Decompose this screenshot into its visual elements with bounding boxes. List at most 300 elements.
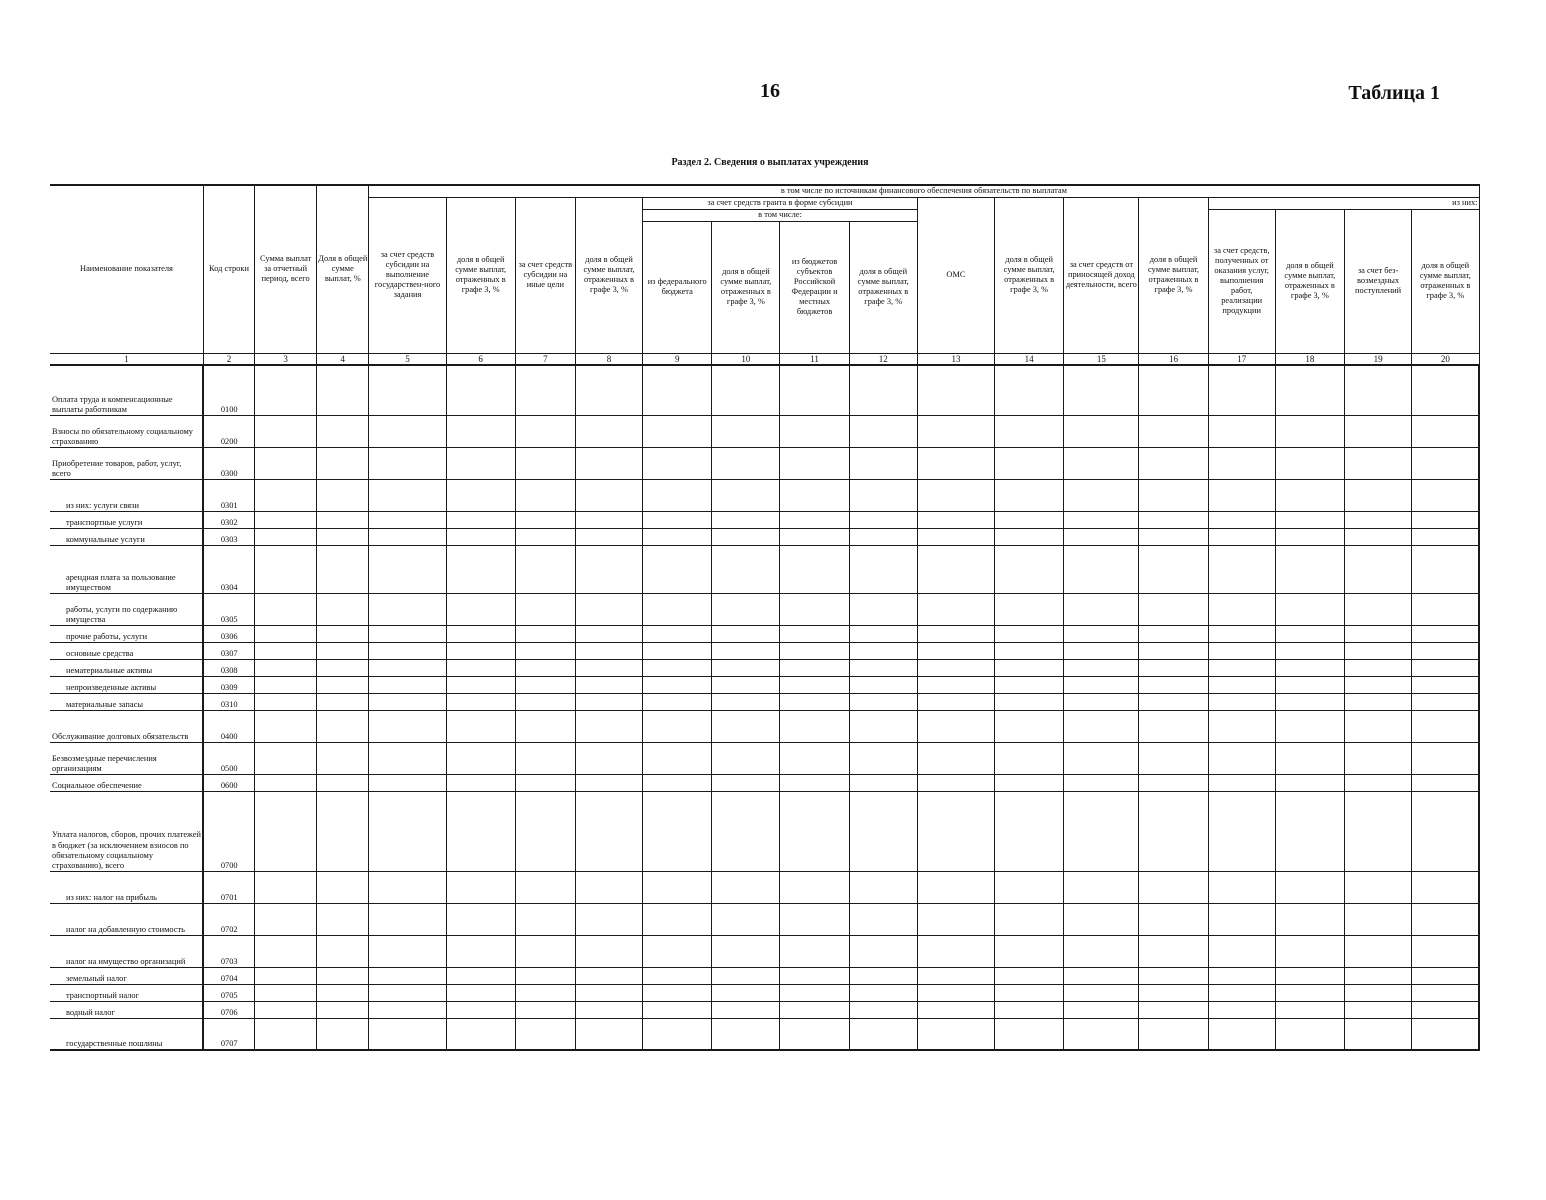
value-cell[interactable] <box>1344 676 1411 693</box>
value-cell[interactable] <box>1208 871 1275 903</box>
value-cell[interactable] <box>1139 447 1208 479</box>
value-cell[interactable] <box>1064 935 1139 967</box>
value-cell[interactable] <box>917 479 994 511</box>
value-cell[interactable] <box>1412 659 1479 676</box>
value-cell[interactable] <box>575 774 642 791</box>
value-cell[interactable] <box>1208 774 1275 791</box>
value-cell[interactable] <box>255 415 317 447</box>
value-cell[interactable] <box>446 1001 515 1018</box>
value-cell[interactable] <box>917 642 994 659</box>
value-cell[interactable] <box>317 528 369 545</box>
value-cell[interactable] <box>575 676 642 693</box>
value-cell[interactable] <box>1412 1001 1479 1018</box>
value-cell[interactable] <box>515 365 575 415</box>
value-cell[interactable] <box>369 1018 446 1050</box>
value-cell[interactable] <box>712 774 780 791</box>
value-cell[interactable] <box>780 365 849 415</box>
value-cell[interactable] <box>780 742 849 774</box>
value-cell[interactable] <box>643 742 712 774</box>
value-cell[interactable] <box>1344 625 1411 642</box>
value-cell[interactable] <box>849 774 917 791</box>
value-cell[interactable] <box>1275 984 1344 1001</box>
value-cell[interactable] <box>1064 676 1139 693</box>
value-cell[interactable] <box>1139 774 1208 791</box>
value-cell[interactable] <box>1344 365 1411 415</box>
value-cell[interactable] <box>849 511 917 528</box>
value-cell[interactable] <box>446 659 515 676</box>
value-cell[interactable] <box>1275 871 1344 903</box>
value-cell[interactable] <box>1064 1001 1139 1018</box>
value-cell[interactable] <box>917 871 994 903</box>
value-cell[interactable] <box>446 742 515 774</box>
value-cell[interactable] <box>1208 593 1275 625</box>
value-cell[interactable] <box>575 693 642 710</box>
value-cell[interactable] <box>1064 1018 1139 1050</box>
value-cell[interactable] <box>1064 511 1139 528</box>
value-cell[interactable] <box>995 774 1064 791</box>
value-cell[interactable] <box>643 967 712 984</box>
value-cell[interactable] <box>446 593 515 625</box>
value-cell[interactable] <box>1139 791 1208 871</box>
value-cell[interactable] <box>1139 545 1208 593</box>
value-cell[interactable] <box>369 742 446 774</box>
value-cell[interactable] <box>317 676 369 693</box>
value-cell[interactable] <box>515 984 575 1001</box>
value-cell[interactable] <box>917 742 994 774</box>
value-cell[interactable] <box>643 693 712 710</box>
value-cell[interactable] <box>712 659 780 676</box>
value-cell[interactable] <box>1139 593 1208 625</box>
value-cell[interactable] <box>575 903 642 935</box>
value-cell[interactable] <box>1208 984 1275 1001</box>
value-cell[interactable] <box>1208 545 1275 593</box>
value-cell[interactable] <box>255 479 317 511</box>
value-cell[interactable] <box>515 447 575 479</box>
value-cell[interactable] <box>446 693 515 710</box>
value-cell[interactable] <box>1208 479 1275 511</box>
value-cell[interactable] <box>712 935 780 967</box>
value-cell[interactable] <box>255 710 317 742</box>
value-cell[interactable] <box>643 447 712 479</box>
value-cell[interactable] <box>849 984 917 1001</box>
value-cell[interactable] <box>1412 676 1479 693</box>
value-cell[interactable] <box>643 659 712 676</box>
value-cell[interactable] <box>255 447 317 479</box>
value-cell[interactable] <box>643 903 712 935</box>
value-cell[interactable] <box>1064 545 1139 593</box>
value-cell[interactable] <box>1412 935 1479 967</box>
value-cell[interactable] <box>1064 642 1139 659</box>
value-cell[interactable] <box>1344 511 1411 528</box>
value-cell[interactable] <box>515 871 575 903</box>
value-cell[interactable] <box>1344 774 1411 791</box>
value-cell[interactable] <box>712 593 780 625</box>
value-cell[interactable] <box>643 676 712 693</box>
value-cell[interactable] <box>995 415 1064 447</box>
value-cell[interactable] <box>712 479 780 511</box>
value-cell[interactable] <box>317 365 369 415</box>
value-cell[interactable] <box>849 903 917 935</box>
value-cell[interactable] <box>369 693 446 710</box>
value-cell[interactable] <box>712 625 780 642</box>
value-cell[interactable] <box>780 511 849 528</box>
value-cell[interactable] <box>515 710 575 742</box>
value-cell[interactable] <box>1412 1018 1479 1050</box>
value-cell[interactable] <box>712 710 780 742</box>
value-cell[interactable] <box>317 693 369 710</box>
value-cell[interactable] <box>1064 903 1139 935</box>
value-cell[interactable] <box>849 593 917 625</box>
value-cell[interactable] <box>317 903 369 935</box>
value-cell[interactable] <box>712 903 780 935</box>
value-cell[interactable] <box>780 935 849 967</box>
value-cell[interactable] <box>995 447 1064 479</box>
value-cell[interactable] <box>780 415 849 447</box>
value-cell[interactable] <box>255 625 317 642</box>
value-cell[interactable] <box>1275 447 1344 479</box>
value-cell[interactable] <box>317 625 369 642</box>
value-cell[interactable] <box>446 967 515 984</box>
value-cell[interactable] <box>849 1018 917 1050</box>
value-cell[interactable] <box>575 871 642 903</box>
value-cell[interactable] <box>446 984 515 1001</box>
value-cell[interactable] <box>1412 871 1479 903</box>
value-cell[interactable] <box>780 774 849 791</box>
value-cell[interactable] <box>515 742 575 774</box>
value-cell[interactable] <box>1344 742 1411 774</box>
value-cell[interactable] <box>995 676 1064 693</box>
value-cell[interactable] <box>1412 545 1479 593</box>
value-cell[interactable] <box>1412 479 1479 511</box>
value-cell[interactable] <box>849 871 917 903</box>
value-cell[interactable] <box>643 1001 712 1018</box>
value-cell[interactable] <box>849 742 917 774</box>
value-cell[interactable] <box>780 710 849 742</box>
value-cell[interactable] <box>1064 710 1139 742</box>
value-cell[interactable] <box>317 774 369 791</box>
value-cell[interactable] <box>1139 1001 1208 1018</box>
value-cell[interactable] <box>1275 967 1344 984</box>
value-cell[interactable] <box>255 511 317 528</box>
value-cell[interactable] <box>255 545 317 593</box>
value-cell[interactable] <box>1064 479 1139 511</box>
value-cell[interactable] <box>712 415 780 447</box>
value-cell[interactable] <box>643 984 712 1001</box>
value-cell[interactable] <box>643 625 712 642</box>
value-cell[interactable] <box>643 1018 712 1050</box>
value-cell[interactable] <box>446 625 515 642</box>
value-cell[interactable] <box>995 967 1064 984</box>
value-cell[interactable] <box>1208 659 1275 676</box>
value-cell[interactable] <box>780 1001 849 1018</box>
value-cell[interactable] <box>515 625 575 642</box>
value-cell[interactable] <box>917 415 994 447</box>
value-cell[interactable] <box>849 676 917 693</box>
value-cell[interactable] <box>317 935 369 967</box>
value-cell[interactable] <box>446 415 515 447</box>
value-cell[interactable] <box>575 935 642 967</box>
value-cell[interactable] <box>780 625 849 642</box>
value-cell[interactable] <box>515 967 575 984</box>
value-cell[interactable] <box>995 693 1064 710</box>
value-cell[interactable] <box>849 415 917 447</box>
value-cell[interactable] <box>1064 365 1139 415</box>
value-cell[interactable] <box>712 642 780 659</box>
value-cell[interactable] <box>575 479 642 511</box>
value-cell[interactable] <box>780 984 849 1001</box>
value-cell[interactable] <box>1139 528 1208 545</box>
value-cell[interactable] <box>917 365 994 415</box>
value-cell[interactable] <box>575 1001 642 1018</box>
value-cell[interactable] <box>995 659 1064 676</box>
value-cell[interactable] <box>712 1001 780 1018</box>
value-cell[interactable] <box>643 774 712 791</box>
value-cell[interactable] <box>1208 693 1275 710</box>
value-cell[interactable] <box>1208 1001 1275 1018</box>
value-cell[interactable] <box>995 791 1064 871</box>
value-cell[interactable] <box>446 710 515 742</box>
value-cell[interactable] <box>917 625 994 642</box>
value-cell[interactable] <box>995 642 1064 659</box>
value-cell[interactable] <box>1208 447 1275 479</box>
value-cell[interactable] <box>369 415 446 447</box>
value-cell[interactable] <box>849 642 917 659</box>
value-cell[interactable] <box>917 935 994 967</box>
value-cell[interactable] <box>317 871 369 903</box>
value-cell[interactable] <box>917 984 994 1001</box>
value-cell[interactable] <box>1344 528 1411 545</box>
value-cell[interactable] <box>1275 545 1344 593</box>
value-cell[interactable] <box>255 676 317 693</box>
value-cell[interactable] <box>317 415 369 447</box>
value-cell[interactable] <box>1412 774 1479 791</box>
value-cell[interactable] <box>849 791 917 871</box>
value-cell[interactable] <box>255 967 317 984</box>
value-cell[interactable] <box>1344 659 1411 676</box>
value-cell[interactable] <box>849 528 917 545</box>
value-cell[interactable] <box>575 593 642 625</box>
value-cell[interactable] <box>1344 967 1411 984</box>
value-cell[interactable] <box>995 984 1064 1001</box>
value-cell[interactable] <box>849 365 917 415</box>
value-cell[interactable] <box>317 1001 369 1018</box>
value-cell[interactable] <box>1208 528 1275 545</box>
value-cell[interactable] <box>1412 791 1479 871</box>
value-cell[interactable] <box>1064 871 1139 903</box>
value-cell[interactable] <box>1139 935 1208 967</box>
value-cell[interactable] <box>1275 625 1344 642</box>
value-cell[interactable] <box>515 693 575 710</box>
value-cell[interactable] <box>712 676 780 693</box>
value-cell[interactable] <box>575 447 642 479</box>
value-cell[interactable] <box>917 791 994 871</box>
value-cell[interactable] <box>712 1018 780 1050</box>
value-cell[interactable] <box>995 710 1064 742</box>
value-cell[interactable] <box>1344 693 1411 710</box>
value-cell[interactable] <box>917 528 994 545</box>
value-cell[interactable] <box>1208 365 1275 415</box>
value-cell[interactable] <box>317 742 369 774</box>
value-cell[interactable] <box>712 365 780 415</box>
value-cell[interactable] <box>446 1018 515 1050</box>
value-cell[interactable] <box>575 365 642 415</box>
value-cell[interactable] <box>917 447 994 479</box>
value-cell[interactable] <box>1275 365 1344 415</box>
value-cell[interactable] <box>1275 742 1344 774</box>
value-cell[interactable] <box>780 528 849 545</box>
value-cell[interactable] <box>1344 479 1411 511</box>
value-cell[interactable] <box>255 742 317 774</box>
value-cell[interactable] <box>369 935 446 967</box>
value-cell[interactable] <box>1344 791 1411 871</box>
value-cell[interactable] <box>780 642 849 659</box>
value-cell[interactable] <box>1139 984 1208 1001</box>
value-cell[interactable] <box>643 642 712 659</box>
value-cell[interactable] <box>369 545 446 593</box>
value-cell[interactable] <box>369 1001 446 1018</box>
value-cell[interactable] <box>255 642 317 659</box>
value-cell[interactable] <box>917 676 994 693</box>
value-cell[interactable] <box>995 545 1064 593</box>
value-cell[interactable] <box>1208 710 1275 742</box>
value-cell[interactable] <box>1412 693 1479 710</box>
value-cell[interactable] <box>712 871 780 903</box>
value-cell[interactable] <box>849 693 917 710</box>
value-cell[interactable] <box>1275 593 1344 625</box>
value-cell[interactable] <box>515 479 575 511</box>
value-cell[interactable] <box>1412 967 1479 984</box>
value-cell[interactable] <box>995 479 1064 511</box>
value-cell[interactable] <box>369 967 446 984</box>
value-cell[interactable] <box>712 545 780 593</box>
value-cell[interactable] <box>1139 967 1208 984</box>
value-cell[interactable] <box>515 528 575 545</box>
value-cell[interactable] <box>1344 871 1411 903</box>
value-cell[interactable] <box>780 871 849 903</box>
value-cell[interactable] <box>317 447 369 479</box>
value-cell[interactable] <box>1208 642 1275 659</box>
value-cell[interactable] <box>1275 1018 1344 1050</box>
value-cell[interactable] <box>643 528 712 545</box>
value-cell[interactable] <box>255 528 317 545</box>
value-cell[interactable] <box>1275 903 1344 935</box>
value-cell[interactable] <box>1064 528 1139 545</box>
value-cell[interactable] <box>255 791 317 871</box>
value-cell[interactable] <box>515 545 575 593</box>
value-cell[interactable] <box>369 365 446 415</box>
value-cell[interactable] <box>515 415 575 447</box>
value-cell[interactable] <box>1275 659 1344 676</box>
value-cell[interactable] <box>1412 365 1479 415</box>
value-cell[interactable] <box>446 676 515 693</box>
value-cell[interactable] <box>643 479 712 511</box>
value-cell[interactable] <box>575 659 642 676</box>
value-cell[interactable] <box>995 593 1064 625</box>
value-cell[interactable] <box>1412 511 1479 528</box>
value-cell[interactable] <box>995 871 1064 903</box>
value-cell[interactable] <box>515 593 575 625</box>
value-cell[interactable] <box>1208 742 1275 774</box>
value-cell[interactable] <box>1139 625 1208 642</box>
value-cell[interactable] <box>1344 935 1411 967</box>
value-cell[interactable] <box>1208 1018 1275 1050</box>
value-cell[interactable] <box>1344 1018 1411 1050</box>
value-cell[interactable] <box>515 659 575 676</box>
value-cell[interactable] <box>1275 1001 1344 1018</box>
value-cell[interactable] <box>369 511 446 528</box>
value-cell[interactable] <box>1139 479 1208 511</box>
value-cell[interactable] <box>1139 742 1208 774</box>
value-cell[interactable] <box>515 642 575 659</box>
value-cell[interactable] <box>317 479 369 511</box>
value-cell[interactable] <box>1344 642 1411 659</box>
value-cell[interactable] <box>369 903 446 935</box>
value-cell[interactable] <box>317 984 369 1001</box>
value-cell[interactable] <box>575 415 642 447</box>
value-cell[interactable] <box>712 511 780 528</box>
value-cell[interactable] <box>317 659 369 676</box>
value-cell[interactable] <box>515 935 575 967</box>
value-cell[interactable] <box>917 967 994 984</box>
value-cell[interactable] <box>1275 774 1344 791</box>
value-cell[interactable] <box>369 447 446 479</box>
value-cell[interactable] <box>917 710 994 742</box>
value-cell[interactable] <box>575 1018 642 1050</box>
value-cell[interactable] <box>317 967 369 984</box>
value-cell[interactable] <box>849 447 917 479</box>
value-cell[interactable] <box>780 659 849 676</box>
value-cell[interactable] <box>1208 967 1275 984</box>
value-cell[interactable] <box>446 774 515 791</box>
value-cell[interactable] <box>1208 415 1275 447</box>
value-cell[interactable] <box>1412 593 1479 625</box>
value-cell[interactable] <box>575 791 642 871</box>
value-cell[interactable] <box>780 967 849 984</box>
value-cell[interactable] <box>1412 447 1479 479</box>
value-cell[interactable] <box>917 659 994 676</box>
value-cell[interactable] <box>995 528 1064 545</box>
value-cell[interactable] <box>1064 693 1139 710</box>
value-cell[interactable] <box>1412 742 1479 774</box>
value-cell[interactable] <box>917 1018 994 1050</box>
value-cell[interactable] <box>317 593 369 625</box>
value-cell[interactable] <box>780 545 849 593</box>
value-cell[interactable] <box>369 479 446 511</box>
value-cell[interactable] <box>515 1018 575 1050</box>
value-cell[interactable] <box>1208 676 1275 693</box>
value-cell[interactable] <box>255 659 317 676</box>
value-cell[interactable] <box>1208 625 1275 642</box>
value-cell[interactable] <box>1139 642 1208 659</box>
value-cell[interactable] <box>849 710 917 742</box>
value-cell[interactable] <box>1275 479 1344 511</box>
value-cell[interactable] <box>446 545 515 593</box>
value-cell[interactable] <box>1139 659 1208 676</box>
value-cell[interactable] <box>446 447 515 479</box>
value-cell[interactable] <box>1139 415 1208 447</box>
value-cell[interactable] <box>917 545 994 593</box>
value-cell[interactable] <box>712 447 780 479</box>
value-cell[interactable] <box>575 642 642 659</box>
value-cell[interactable] <box>995 365 1064 415</box>
value-cell[interactable] <box>255 693 317 710</box>
value-cell[interactable] <box>780 693 849 710</box>
value-cell[interactable] <box>1139 871 1208 903</box>
value-cell[interactable] <box>1344 710 1411 742</box>
value-cell[interactable] <box>1344 447 1411 479</box>
value-cell[interactable] <box>643 545 712 593</box>
value-cell[interactable] <box>1275 710 1344 742</box>
